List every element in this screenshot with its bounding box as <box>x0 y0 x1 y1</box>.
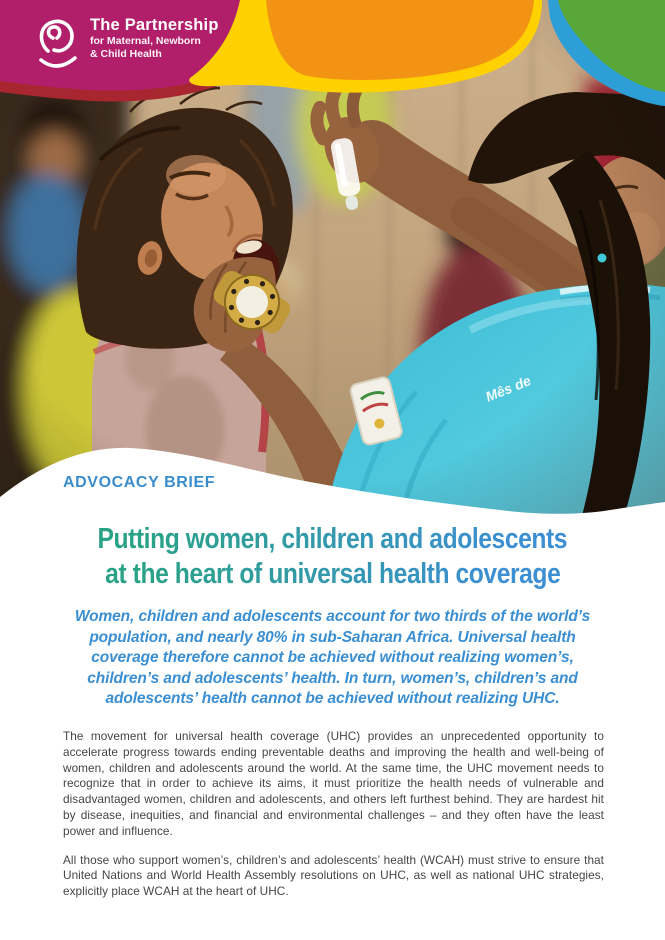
lead-paragraph: Women, children and adolescents account for two thirds of the world’s population, and nearly 80% in sub-Saharan Africa. Universal health coverage therefore cannot be achieved without realizing women’s, children’s and adolescents’ health. In turn, women’s, children’s and adolescents’ health cannot be achieved without realizing UHC. <box>74 608 591 707</box>
logo-tagline-2: & Child Health <box>90 47 162 60</box>
body-paragraph-1: The movement for universal health coverage (UHC) provides an unprecedented opportunity to accelerate progress towards ending preventable deaths and improving the health and well-being of women, children and adolescents around the world. At the same time, the UHC movement needs to recognize that in order to achieve its aims, it must prioritize the health needs of vulnerable and disadvantaged women, children and adolescents, and others left furthest behind. They are hardest hit by disease, inequities, and financial and environmental challenges – and they often have the least power and influence. <box>63 729 604 838</box>
content-sheet <box>0 430 665 940</box>
title-line-2: at the heart of universal health coverage <box>104 558 561 590</box>
pmnch-logo <box>34 15 219 73</box>
kicker-advocacy-brief: ADVOCACY BRIEF <box>63 474 216 491</box>
logo-org-name: The Partnership <box>90 16 219 34</box>
title-line-1: Putting women, children and adolescents <box>97 523 568 555</box>
page-title <box>0 522 665 592</box>
body-copy <box>63 729 604 913</box>
mother-child-heart-icon <box>34 15 82 73</box>
logo-tagline-1: for Maternal, Newborn <box>90 35 201 47</box>
body-paragraph-2: All those who support women’s, children’s and adolescents’ health (WCAH) must strive to ensure that United Nations and World Health Assembly resolutions on UHC, as well as national UHC strategies, explicitly place WCAH at the heart of UHC. <box>63 852 604 899</box>
